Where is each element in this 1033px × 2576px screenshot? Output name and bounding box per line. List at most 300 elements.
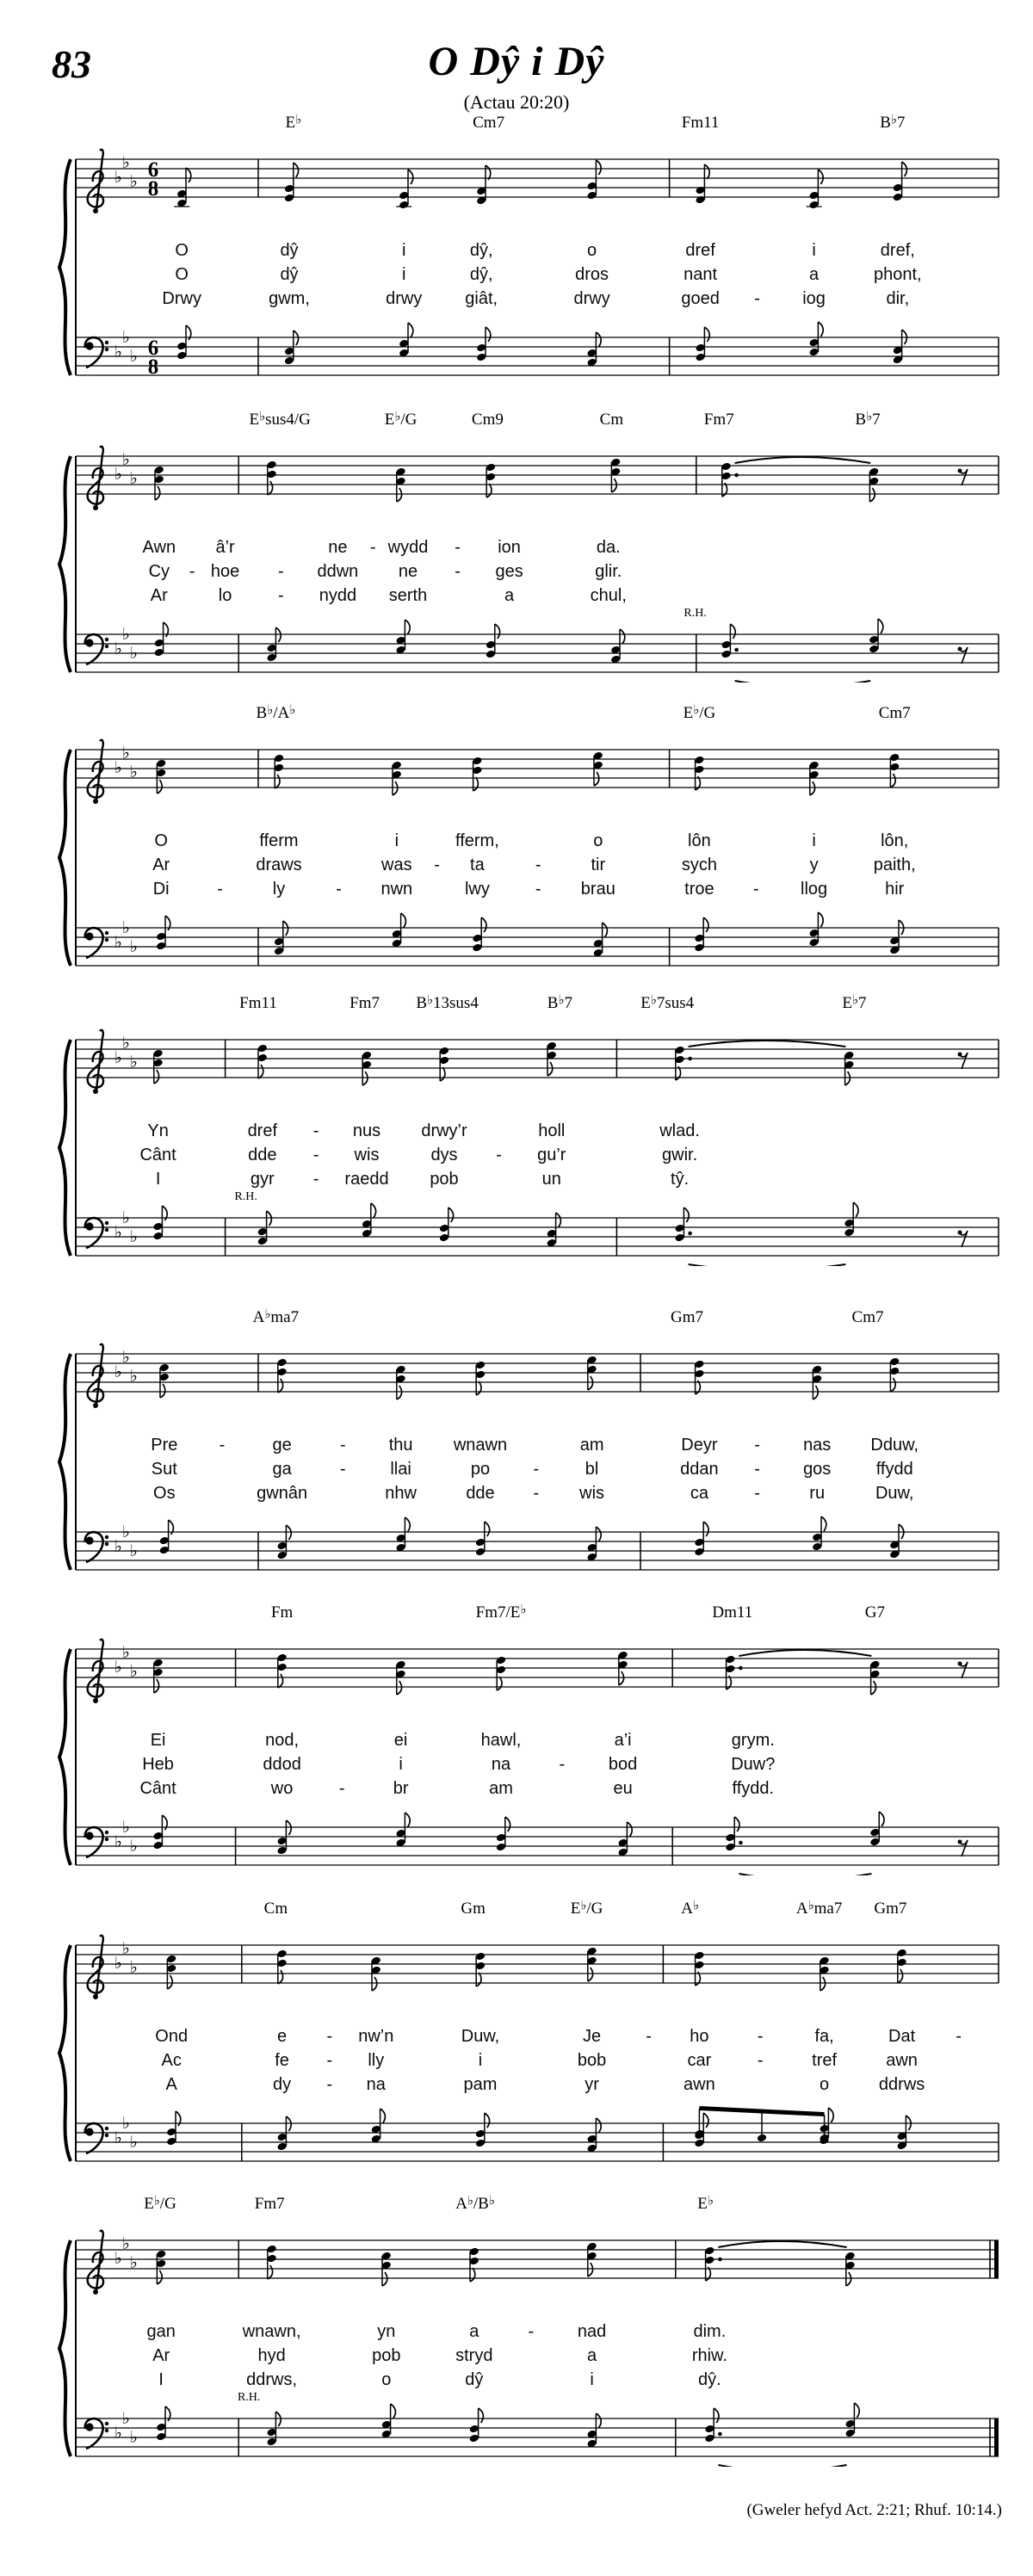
lyric-syllable: lôn, bbox=[881, 831, 909, 850]
lyric-syllable: da. bbox=[596, 538, 621, 557]
lyric-syllable: fa, bbox=[814, 2027, 834, 2046]
lyric-syllable: lôn bbox=[688, 831, 711, 850]
lyric-syllable: Os bbox=[153, 1484, 176, 1503]
lyric-syllable: wo bbox=[270, 1779, 294, 1798]
svg-text:♭: ♭ bbox=[122, 1208, 130, 1227]
chord-symbol: Cm7 bbox=[851, 1308, 884, 1326]
svg-text:♭: ♭ bbox=[122, 450, 130, 469]
hymn-number: 83 bbox=[52, 42, 91, 86]
svg-text:♭: ♭ bbox=[114, 2424, 122, 2443]
chord-symbol: Fm bbox=[270, 1603, 294, 1622]
lyric-syllable: - bbox=[326, 2075, 333, 2094]
system-3 bbox=[0, 702, 1033, 976]
right-hand-label: R.H. bbox=[234, 1190, 257, 1203]
chord-symbol: A♭/B♭ bbox=[455, 2193, 495, 2213]
svg-text:♭: ♭ bbox=[114, 758, 122, 777]
system-7 bbox=[0, 1898, 1033, 2171]
lyric-line-1-1 bbox=[0, 241, 1033, 263]
lyric-syllable: grym. bbox=[731, 1731, 775, 1750]
chord-symbol: Cm9 bbox=[471, 411, 504, 429]
lyric-syllable: a bbox=[469, 2322, 479, 2341]
lyric-syllable: i bbox=[401, 265, 406, 284]
lyric-syllable: - bbox=[326, 2027, 333, 2046]
lyric-syllable: pob bbox=[430, 1170, 459, 1189]
lyric-syllable: ta bbox=[470, 856, 485, 874]
right-hand-label: R.H. bbox=[237, 2391, 261, 2404]
lyric-syllable: ei bbox=[393, 1731, 408, 1750]
chord-row-1 bbox=[0, 114, 1033, 136]
lyric-syllable: giât, bbox=[465, 289, 498, 308]
svg-text:♭: ♭ bbox=[122, 2114, 130, 2133]
lyric-syllable: - bbox=[312, 1146, 319, 1164]
lyric-syllable: o bbox=[820, 2075, 830, 2094]
lyric-syllable: - bbox=[753, 880, 759, 899]
lyric-syllable: iog bbox=[802, 289, 826, 308]
lyric-syllable: hawl, bbox=[480, 1731, 522, 1750]
lyric-syllable: o bbox=[381, 2370, 392, 2389]
system-2 bbox=[0, 409, 1033, 683]
lyric-syllable: i bbox=[401, 241, 406, 260]
lyric-syllable: - bbox=[754, 1484, 760, 1503]
hymn-subtitle: (Actau 20:20) bbox=[463, 91, 570, 113]
right-hand-label: R.H. bbox=[684, 607, 707, 620]
lyric-syllable: hoe bbox=[210, 562, 240, 581]
lyric-syllable: ffydd bbox=[875, 1460, 913, 1479]
chord-symbol: Cm bbox=[263, 1900, 288, 1918]
lyric-syllable: - bbox=[189, 562, 195, 581]
lyric-syllable: - bbox=[369, 538, 376, 557]
lyric-syllable: awn bbox=[886, 2051, 918, 2070]
lyric-syllable: dde bbox=[466, 1484, 495, 1503]
svg-text:♭: ♭ bbox=[130, 1053, 138, 1072]
svg-text:♭: ♭ bbox=[122, 2234, 130, 2253]
svg-text:♭: ♭ bbox=[114, 1362, 122, 1381]
hymn-title: O Dŷ i Dŷ bbox=[428, 39, 605, 84]
svg-text:♭: ♭ bbox=[130, 347, 138, 366]
lyric-syllable: stryd bbox=[455, 2346, 493, 2365]
system-4 bbox=[0, 992, 1033, 1266]
lyric-syllable: i bbox=[399, 1755, 403, 1774]
svg-text:♭: ♭ bbox=[130, 1837, 138, 1856]
lyric-syllable: nus bbox=[352, 1121, 381, 1140]
lyric-syllable: nod, bbox=[265, 1731, 300, 1750]
svg-text:♭: ♭ bbox=[114, 168, 122, 187]
chord-row-8 bbox=[0, 2195, 1033, 2217]
svg-text:♭: ♭ bbox=[130, 1958, 138, 1977]
svg-text:♭: ♭ bbox=[114, 1954, 122, 1973]
svg-text:♭: ♭ bbox=[122, 1523, 130, 1541]
svg-text:♭: ♭ bbox=[114, 2128, 122, 2147]
lyric-syllable: dref, bbox=[880, 241, 915, 260]
svg-text:♭: ♭ bbox=[122, 328, 130, 347]
lyric-syllable: o bbox=[593, 831, 603, 850]
lyric-syllable: yr bbox=[585, 2075, 599, 2094]
lyric-syllable: gyr bbox=[250, 1170, 275, 1189]
svg-text:♭: ♭ bbox=[122, 625, 130, 644]
lyric-syllable: na bbox=[491, 1755, 511, 1774]
chord-symbol: Dm11 bbox=[712, 1603, 753, 1622]
lyric-line-6-3 bbox=[0, 1779, 1033, 1801]
lyric-syllable: rhiw. bbox=[691, 2346, 727, 2365]
lyric-syllable: drwy’r bbox=[421, 1121, 467, 1140]
lyric-syllable: - bbox=[754, 289, 760, 308]
svg-text:♭: ♭ bbox=[130, 2428, 138, 2447]
lyric-syllable: - bbox=[646, 2027, 652, 2046]
lyric-syllable: i bbox=[812, 831, 816, 850]
lyric-syllable: yn bbox=[377, 2322, 396, 2341]
lyric-syllable: wydd bbox=[387, 538, 429, 557]
lyric-syllable: br bbox=[393, 1779, 409, 1798]
lyric-syllable: wlad. bbox=[659, 1121, 700, 1140]
lyric-syllable: fferm, bbox=[455, 831, 499, 850]
lyric-syllable: hyd bbox=[257, 2346, 286, 2365]
lyric-syllable: O bbox=[175, 241, 189, 260]
lyric-syllable: tŷ. bbox=[671, 1170, 690, 1189]
svg-text:♭: ♭ bbox=[130, 469, 138, 488]
lyric-syllable: - bbox=[956, 2027, 962, 2046]
lyric-line-7-2 bbox=[0, 2051, 1033, 2073]
lyric-syllable: nant bbox=[684, 265, 718, 284]
svg-text:♭: ♭ bbox=[130, 763, 138, 781]
lyric-syllable: Ar bbox=[150, 586, 168, 605]
lyric-syllable: drwy bbox=[386, 289, 423, 308]
lyric-syllable: - bbox=[496, 1146, 502, 1164]
lyric-syllable: dŷ. bbox=[698, 2370, 721, 2389]
lyric-syllable: Di bbox=[152, 880, 170, 899]
chord-symbol: E♭ bbox=[285, 112, 302, 132]
svg-text:♭: ♭ bbox=[130, 172, 138, 191]
lyric-syllable: ddan bbox=[680, 1460, 719, 1479]
lyric-syllable: Duw, bbox=[875, 1484, 914, 1503]
svg-text:♭: ♭ bbox=[130, 1227, 138, 1246]
lyric-syllable: dde bbox=[248, 1146, 277, 1164]
svg-text:6: 6 bbox=[147, 337, 159, 360]
lyric-syllable: dŷ bbox=[280, 241, 299, 260]
lyric-line-7-1 bbox=[0, 2027, 1033, 2049]
lyric-syllable: - bbox=[336, 880, 342, 899]
chord-symbol: B♭/A♭ bbox=[256, 702, 296, 722]
lyric-syllable: po bbox=[470, 1460, 491, 1479]
lyric-syllable: hir bbox=[885, 880, 905, 899]
lyric-line-8-3 bbox=[0, 2370, 1033, 2393]
svg-text:♭: ♭ bbox=[114, 1048, 122, 1067]
svg-text:♭: ♭ bbox=[122, 1348, 130, 1367]
lyric-syllable: wis bbox=[354, 1146, 380, 1164]
lyric-syllable: wnawn, bbox=[242, 2322, 301, 2341]
lyric-syllable: draws bbox=[256, 856, 302, 874]
chord-symbol: G7 bbox=[864, 1603, 886, 1622]
chord-symbol: Fm7 bbox=[703, 411, 734, 429]
chord-symbol: Fm7 bbox=[254, 2195, 285, 2213]
svg-text:♭: ♭ bbox=[122, 153, 130, 172]
lyric-syllable: dref bbox=[247, 1121, 278, 1140]
lyric-syllable: wis bbox=[579, 1484, 605, 1503]
lyric-syllable: Cânt bbox=[139, 1779, 176, 1798]
lyric-syllable: - bbox=[278, 562, 284, 581]
lyric-syllable: Cânt bbox=[139, 1146, 176, 1164]
lyric-syllable: glir. bbox=[595, 562, 622, 581]
svg-text:♭: ♭ bbox=[122, 1818, 130, 1837]
lyric-line-2-1 bbox=[0, 538, 1033, 560]
chord-symbol: E♭/G bbox=[144, 2193, 176, 2213]
lyric-syllable: a bbox=[587, 2346, 597, 2365]
lyric-line-8-1 bbox=[0, 2322, 1033, 2344]
lyric-syllable: - bbox=[338, 1779, 345, 1798]
lyric-syllable: a bbox=[504, 586, 515, 605]
lyric-syllable: bob bbox=[577, 2051, 607, 2070]
lyric-syllable: ddwn bbox=[317, 562, 359, 581]
lyric-syllable: dim. bbox=[693, 2322, 727, 2341]
lyric-syllable: - bbox=[455, 538, 461, 557]
chord-symbol: Fm7/E♭ bbox=[475, 1602, 527, 1622]
svg-text:8: 8 bbox=[147, 355, 159, 379]
svg-text:♭: ♭ bbox=[114, 639, 122, 658]
lyric-syllable: llog bbox=[801, 880, 828, 899]
lyric-syllable: thu bbox=[388, 1436, 413, 1455]
lyric-line-6-1 bbox=[0, 1731, 1033, 1753]
lyric-syllable: a bbox=[809, 265, 820, 284]
lyric-syllable: chul, bbox=[590, 586, 627, 605]
svg-text:6: 6 bbox=[147, 158, 159, 182]
lyric-syllable: - bbox=[434, 856, 440, 874]
lyric-syllable: gwm, bbox=[269, 289, 310, 308]
chord-symbol: A♭ bbox=[681, 1898, 699, 1918]
chord-symbol: Gm7 bbox=[671, 1308, 703, 1326]
lyric-syllable: ca bbox=[690, 1484, 708, 1503]
lyric-syllable: Cy bbox=[148, 562, 170, 581]
lyric-syllable: gos bbox=[803, 1460, 832, 1479]
svg-text:♭: ♭ bbox=[122, 1034, 130, 1053]
chord-symbol: E♭/G bbox=[683, 702, 716, 722]
lyric-syllable: wnawn bbox=[453, 1436, 508, 1455]
lyric-syllable: Pre bbox=[151, 1436, 178, 1455]
lyric-syllable: A bbox=[165, 2075, 177, 2094]
lyric-syllable: nydd bbox=[319, 586, 357, 605]
lyric-line-6-2 bbox=[0, 1755, 1033, 1777]
lyric-syllable: i bbox=[590, 2370, 594, 2389]
lyric-syllable: Je bbox=[583, 2027, 602, 2046]
lyric-syllable: Dduw, bbox=[870, 1436, 919, 1455]
chord-symbol: Cm7 bbox=[878, 704, 911, 722]
chord-row-6 bbox=[0, 1603, 1033, 1626]
lyric-syllable: I bbox=[155, 1170, 161, 1189]
chord-symbol: E♭7sus4 bbox=[640, 992, 695, 1012]
lyric-syllable: car bbox=[687, 2051, 712, 2070]
lyric-syllable: ge bbox=[272, 1436, 292, 1455]
svg-text:♭: ♭ bbox=[114, 343, 122, 361]
chord-symbol: E♭/G bbox=[384, 409, 418, 429]
lyric-syllable: sych bbox=[681, 856, 717, 874]
lyric-syllable: drwy bbox=[573, 289, 610, 308]
chord-symbol: Cm bbox=[599, 411, 624, 429]
lyric-syllable: dref bbox=[685, 241, 715, 260]
lyric-line-8-2 bbox=[0, 2346, 1033, 2369]
lyric-syllable: - bbox=[757, 2027, 764, 2046]
lyric-syllable: Ac bbox=[161, 2051, 182, 2070]
lyric-line-3-2 bbox=[0, 856, 1033, 878]
lyric-line-4-1 bbox=[0, 1121, 1033, 1144]
svg-text:8: 8 bbox=[147, 177, 159, 201]
svg-text:♭: ♭ bbox=[130, 2253, 138, 2272]
lyric-syllable: i bbox=[394, 831, 399, 850]
lyric-syllable: - bbox=[455, 562, 461, 581]
lyric-syllable: Drwy bbox=[162, 289, 201, 308]
lyric-line-3-1 bbox=[0, 831, 1033, 854]
lyric-syllable: serth bbox=[388, 586, 428, 605]
chord-symbol: Fm11 bbox=[239, 994, 277, 1012]
lyric-syllable: raedd bbox=[344, 1170, 389, 1189]
lyric-syllable: Duw, bbox=[461, 2027, 500, 2046]
lyric-syllable: Ond bbox=[155, 2027, 189, 2046]
lyric-syllable: ly bbox=[272, 880, 286, 899]
lyric-syllable: - bbox=[754, 1436, 760, 1455]
svg-text:♭: ♭ bbox=[114, 1537, 122, 1556]
lyric-syllable: ddrws bbox=[878, 2075, 925, 2094]
chord-row-5 bbox=[0, 1308, 1033, 1331]
lyric-syllable: dys bbox=[430, 1146, 458, 1164]
system-6 bbox=[0, 1602, 1033, 1875]
lyric-syllable: ion bbox=[498, 538, 521, 557]
chord-symbol: Cm7 bbox=[473, 114, 505, 132]
lyric-syllable: dy bbox=[273, 2075, 292, 2094]
lyric-line-4-2 bbox=[0, 1146, 1033, 1168]
lyric-syllable: â’r bbox=[215, 538, 235, 557]
svg-text:♭: ♭ bbox=[130, 1541, 138, 1560]
lyric-syllable: am bbox=[489, 1779, 513, 1798]
lyric-syllable: nwn bbox=[380, 880, 413, 899]
system-5 bbox=[0, 1307, 1033, 1580]
lyric-syllable: - bbox=[219, 1436, 226, 1455]
lyric-syllable: Awn bbox=[142, 538, 176, 557]
lyric-syllable: O bbox=[154, 831, 168, 850]
lyric-syllable: - bbox=[535, 856, 541, 874]
lyric-syllable: tir bbox=[591, 856, 606, 874]
lyric-syllable: ddrws, bbox=[246, 2370, 298, 2389]
lyric-line-7-3 bbox=[0, 2075, 1033, 2097]
lyric-syllable: o bbox=[587, 241, 597, 260]
lyric-syllable: na bbox=[366, 2075, 386, 2094]
lyric-syllable: ru bbox=[809, 1484, 826, 1503]
lyric-syllable: Duw? bbox=[731, 1755, 776, 1774]
svg-text:♭: ♭ bbox=[114, 2249, 122, 2268]
lyric-syllable: gwir. bbox=[662, 1146, 698, 1164]
lyric-syllable: am bbox=[579, 1436, 604, 1455]
lyric-syllable: y bbox=[809, 856, 819, 874]
lyric-syllable: - bbox=[340, 1436, 346, 1455]
svg-text:♭: ♭ bbox=[122, 1939, 130, 1958]
lyric-syllable: bl bbox=[585, 1460, 599, 1479]
lyric-line-2-2 bbox=[0, 562, 1033, 584]
chord-symbol: A♭ma7 bbox=[252, 1307, 300, 1326]
lyric-syllable: Yn bbox=[147, 1121, 169, 1140]
chord-symbol: E♭/G bbox=[570, 1898, 603, 1918]
svg-text:♭: ♭ bbox=[114, 1223, 122, 1242]
lyric-line-2-3 bbox=[0, 586, 1033, 608]
lyric-syllable: brau bbox=[580, 880, 615, 899]
lyric-syllable: lwy bbox=[464, 880, 490, 899]
svg-text:♭: ♭ bbox=[122, 744, 130, 763]
lyric-syllable: gwnân bbox=[257, 1484, 308, 1503]
lyric-syllable: - bbox=[528, 2322, 535, 2341]
lyric-line-5-1 bbox=[0, 1436, 1033, 1458]
lyric-syllable: dŷ bbox=[280, 265, 299, 284]
lyric-syllable: e bbox=[277, 2027, 288, 2046]
lyric-syllable: dros bbox=[575, 265, 609, 284]
lyric-syllable: - bbox=[559, 1755, 566, 1774]
lyric-line-5-2 bbox=[0, 1460, 1033, 1482]
lyric-syllable: I bbox=[158, 2370, 164, 2389]
chord-symbol: Gm7 bbox=[874, 1900, 907, 1918]
lyric-syllable: - bbox=[757, 2051, 764, 2070]
lyric-syllable: awn bbox=[684, 2075, 715, 2094]
chord-symbol: E♭ bbox=[697, 2193, 714, 2213]
svg-text:♭: ♭ bbox=[114, 933, 122, 952]
chord-symbol: B♭7 bbox=[855, 409, 881, 429]
lyric-syllable: ga bbox=[272, 1460, 292, 1479]
lyric-syllable: Heb bbox=[142, 1755, 174, 1774]
chord-symbol: E♭sus4/G bbox=[249, 409, 311, 429]
svg-text:♭: ♭ bbox=[130, 1367, 138, 1386]
lyric-syllable: Sut bbox=[151, 1460, 177, 1479]
svg-text:♭: ♭ bbox=[122, 2409, 130, 2428]
lyric-syllable: un bbox=[541, 1170, 561, 1189]
lyric-syllable: paith, bbox=[873, 856, 916, 874]
lyric-syllable: dŷ, bbox=[469, 241, 493, 260]
lyric-syllable: - bbox=[326, 2051, 333, 2070]
lyric-syllable: bod bbox=[608, 1755, 638, 1774]
lyric-syllable: nad bbox=[577, 2322, 607, 2341]
lyric-syllable: i bbox=[812, 241, 816, 260]
svg-text:♭: ♭ bbox=[114, 465, 122, 484]
lyric-syllable: - bbox=[533, 1484, 540, 1503]
lyric-syllable: tref bbox=[812, 2051, 838, 2070]
lyric-line-1-3 bbox=[0, 289, 1033, 312]
lyric-syllable: nas bbox=[803, 1436, 832, 1455]
chord-symbol: A♭ma7 bbox=[795, 1898, 843, 1918]
lyric-syllable: - bbox=[535, 880, 541, 899]
lyric-syllable: a’i bbox=[614, 1731, 632, 1750]
chord-symbol: B♭13sus4 bbox=[416, 992, 479, 1012]
lyric-syllable: pam bbox=[463, 2075, 498, 2094]
lyric-line-3-3 bbox=[0, 880, 1033, 902]
lyric-syllable: was bbox=[381, 856, 412, 874]
lyric-syllable: Ar bbox=[152, 856, 170, 874]
lyric-syllable: Ar bbox=[152, 2346, 170, 2365]
lyric-syllable: ne bbox=[398, 562, 418, 581]
system-8 bbox=[0, 2193, 1033, 2467]
lyric-syllable: ddod bbox=[263, 1755, 301, 1774]
lyric-syllable: dŷ, bbox=[469, 265, 493, 284]
lyric-line-4-3 bbox=[0, 1170, 1033, 1192]
lyric-syllable: phont, bbox=[873, 265, 922, 284]
lyric-syllable: - bbox=[312, 1121, 319, 1140]
lyric-line-5-3 bbox=[0, 1484, 1033, 1506]
chord-symbol: E♭7 bbox=[842, 992, 867, 1012]
svg-text:♭: ♭ bbox=[130, 644, 138, 663]
svg-text:♭: ♭ bbox=[114, 1658, 122, 1677]
lyric-syllable: i bbox=[478, 2051, 483, 2070]
chord-symbol: B♭7 bbox=[547, 992, 572, 1012]
system-1 bbox=[0, 112, 1033, 386]
lyric-syllable: ges bbox=[495, 562, 523, 581]
lyric-syllable: - bbox=[278, 586, 284, 605]
lyric-syllable: O bbox=[175, 265, 189, 284]
lyric-syllable: ho bbox=[690, 2027, 709, 2046]
lyric-syllable: Dat bbox=[888, 2027, 916, 2046]
lyric-line-1-2 bbox=[0, 265, 1033, 287]
lyric-syllable: nw’n bbox=[358, 2027, 394, 2046]
lyric-syllable: gan bbox=[146, 2322, 176, 2341]
